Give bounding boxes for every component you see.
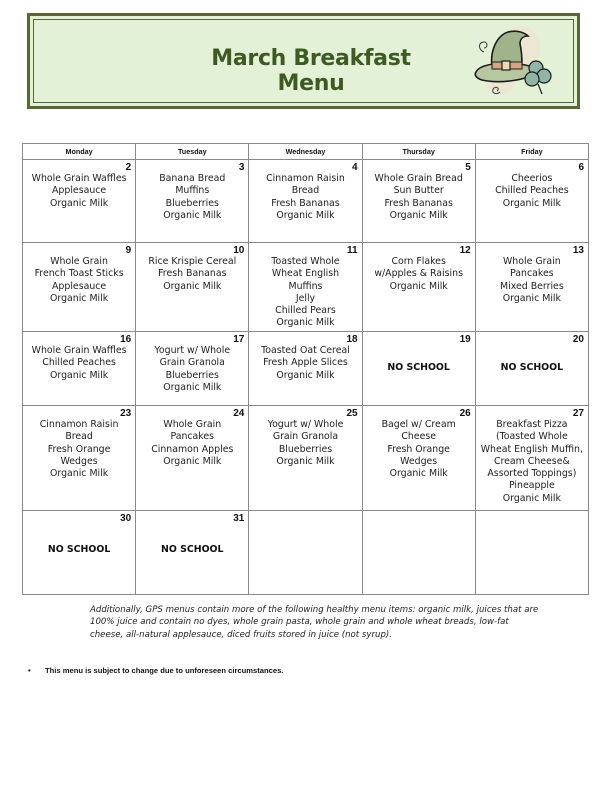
menu-item: Organic Milk [163,455,222,467]
header-banner [27,13,580,109]
menu-item: Applesauce [52,185,107,197]
menu-item: Toasted Whole [271,256,340,267]
day-cell [136,160,249,243]
menu-item: Organic Milk [163,280,222,292]
menu-item: Whole Grain [163,419,222,430]
week-row [23,332,589,406]
day-cell [475,406,588,511]
day-number: 12 [459,245,471,256]
day-cell [362,160,475,243]
menu-items [253,173,357,222]
menu-item: Organic Milk [276,369,335,381]
menu-items [27,173,131,210]
menu-items [27,345,131,382]
day-cell [362,406,475,511]
menu-items [253,345,357,382]
header-wednesday: Wednesday [249,144,362,160]
menu-items [367,419,471,480]
menu-item: Wedges [400,455,438,467]
menu-items [367,173,471,222]
day-cell [136,243,249,332]
menu-item: Mixed Berries [500,280,564,292]
menu-item: Assorted Toppings) [487,468,577,480]
menu-item: Whole Grain Bread [374,173,463,184]
menu-item: Yogurt w/ Whole [267,419,344,430]
no-school-label: NO SCHOOL [387,362,450,373]
empty-day-cell [475,511,588,595]
menu-item: Yogurt w/ Whole [154,345,231,356]
day-cell [475,160,588,243]
day-cell [136,332,249,406]
day-cell [249,243,362,332]
menu-item: Organic Milk [389,468,448,480]
menu-item: Bread [65,431,93,443]
menu-item: Whole Grain [50,256,108,267]
menu-item: French Toast Sticks [34,268,124,280]
week-row [23,160,589,243]
menu-items [27,256,131,305]
leprechaun-hat-shamrock-icon [470,22,560,102]
menu-item: Cheese [401,431,436,443]
menu-item: (Toasted Whole [495,431,568,443]
menu-item: Bread [291,185,320,197]
menu-items [140,256,244,293]
menu-item: Organic Milk [50,468,109,480]
menu-item: Whole Grain [503,256,561,267]
day-number: 17 [233,334,245,345]
day-cell [475,243,588,332]
menu-item: Organic Milk [389,209,448,221]
menu-item: Wedges [60,455,98,467]
week-row [23,243,589,332]
day-number: 13 [572,245,584,256]
day-number: 31 [233,513,245,524]
day-cell [362,332,475,406]
day-number: 23 [120,408,132,419]
menu-item: Whole Grain Waffles [31,345,127,356]
disclaimer [28,666,283,675]
menu-item: Whole Grain Waffles [31,173,127,184]
menu-item: Fresh Orange [387,443,450,455]
menu-item: Fresh Apple Slices [263,357,348,369]
healthy-items-note: Additionally, GPS menus contain more of the following healthy menu items: organic milk, juices that are 100% juice and contain no dyes, whole grain pasta, whole grain and whole wheat breads, low-fat cheese, all-natural applesauce, diced fruits stored in juice (not syrup). [90,605,539,640]
menu-items [140,419,244,468]
menu-item: Organic Milk [50,197,109,209]
empty-day-cell [362,511,475,595]
day-cell [136,511,249,595]
page-title: March Breakfast Menu [211,46,411,96]
menu-items [253,419,357,468]
menu-item: Organic Milk [50,369,109,381]
menu-item: Rice Krispie Cereal [148,256,237,267]
day-cell [249,332,362,406]
menu-item: Grain Granola [159,357,225,369]
menu-item: Blueberries [165,197,219,209]
menu-items [480,256,584,305]
menu-item: Pancakes [510,268,554,280]
menu-item: Wheat English Muffin, [480,443,583,455]
menu-item: Corn Flakes [391,256,446,267]
menu-items [140,345,244,394]
day-number: 16 [120,334,132,345]
disclaimer-text: This menu is subject to change due to unforeseen circumstances. [45,666,284,675]
day-number: 27 [572,408,584,419]
day-number: 30 [120,513,132,524]
menu-item: Chilled Peaches [495,185,569,197]
no-school-label: NO SCHOOL [47,544,111,555]
header-thursday: Thursday [362,144,475,160]
header-friday: Friday [475,144,588,160]
menu-item: Fresh Orange [47,443,111,455]
menu-item: Bagel w/ Cream [381,419,456,430]
menu-item: Organic Milk [50,292,109,304]
day-number: 24 [233,408,245,419]
menu-item: Organic Milk [163,209,222,221]
menu-items [27,419,131,480]
menu-item: Fresh Bananas [271,197,340,209]
day-number: 3 [238,162,245,173]
header-tuesday: Tuesday [136,144,249,160]
menu-item: Muffins [288,280,323,292]
day-cell [23,243,136,332]
menu-item: Jelly [295,292,316,304]
header-monday: Monday [23,144,136,160]
day-cell [475,332,588,406]
day-cell [249,406,362,511]
day-number: 19 [459,334,471,345]
day-number: 26 [459,408,471,419]
day-number: 20 [572,334,584,345]
menu-item: Organic Milk [502,197,561,209]
day-cell [23,332,136,406]
day-number: 11 [346,245,358,256]
menu-item: w/Apples & Raisins [374,268,463,280]
weekday-header-row [23,144,589,160]
menu-item: Chilled Peaches [42,357,116,369]
day-number: 9 [125,245,132,256]
day-number: 10 [233,245,245,256]
menu-item: Organic Milk [163,381,222,393]
menu-item: Organic Milk [276,209,335,221]
menu-item: Cream Cheese& [493,455,570,467]
menu-items [253,256,357,330]
menu-item: Organic Milk [276,317,335,329]
menu-items [140,173,244,222]
menu-item: Pineapple [508,480,555,492]
day-number: 2 [125,162,132,173]
menu-item: Grain Granola [272,431,339,443]
no-school-label: NO SCHOOL [500,362,564,373]
day-number: 4 [352,162,358,173]
week-row [23,511,589,595]
day-number: 18 [346,334,358,345]
day-cell [136,406,249,511]
menu-item: Organic Milk [389,280,448,292]
menu-item: Chilled Pears [275,305,336,317]
bullet-icon: • [28,666,31,675]
menu-items [480,419,584,505]
menu-item: Fresh Bananas [158,268,227,280]
menu-item: Fresh Bananas [384,197,453,209]
menu-item: Breakfast Pizza [496,419,568,430]
menu-item: Cinnamon Raisin [266,173,345,184]
menu-item: Wheat English [271,268,340,280]
menu-items [480,173,584,210]
day-cell [362,243,475,332]
menu-item: Cinnamon Apples [151,443,234,455]
empty-day-cell [249,511,362,595]
no-school-label: NO SCHOOL [161,544,224,555]
day-cell [23,160,136,243]
menu-calendar-table [22,143,589,595]
menu-item: Cheerios [511,173,553,184]
day-number: 6 [578,162,584,173]
menu-item: Blueberries [165,369,219,381]
menu-item: Organic Milk [502,292,561,304]
day-cell [23,406,136,511]
day-number: 5 [465,162,471,173]
menu-item: Organic Milk [502,492,561,504]
day-cell [23,511,136,595]
menu-item: Pancakes [170,431,215,443]
menu-item: Sun Butter [393,185,444,197]
menu-item: Toasted Oat Cereal [261,345,350,356]
menu-item: Organic Milk [276,455,335,467]
day-number: 25 [346,408,358,419]
menu-item: Muffins [175,185,210,197]
menu-item: Blueberries [278,443,333,455]
menu-item: Banana Bread [159,173,226,184]
day-cell [249,160,362,243]
menu-item: Cinnamon Raisin [39,419,119,430]
menu-item: Applesauce [52,280,107,292]
menu-items [367,256,471,293]
week-row [23,406,589,511]
